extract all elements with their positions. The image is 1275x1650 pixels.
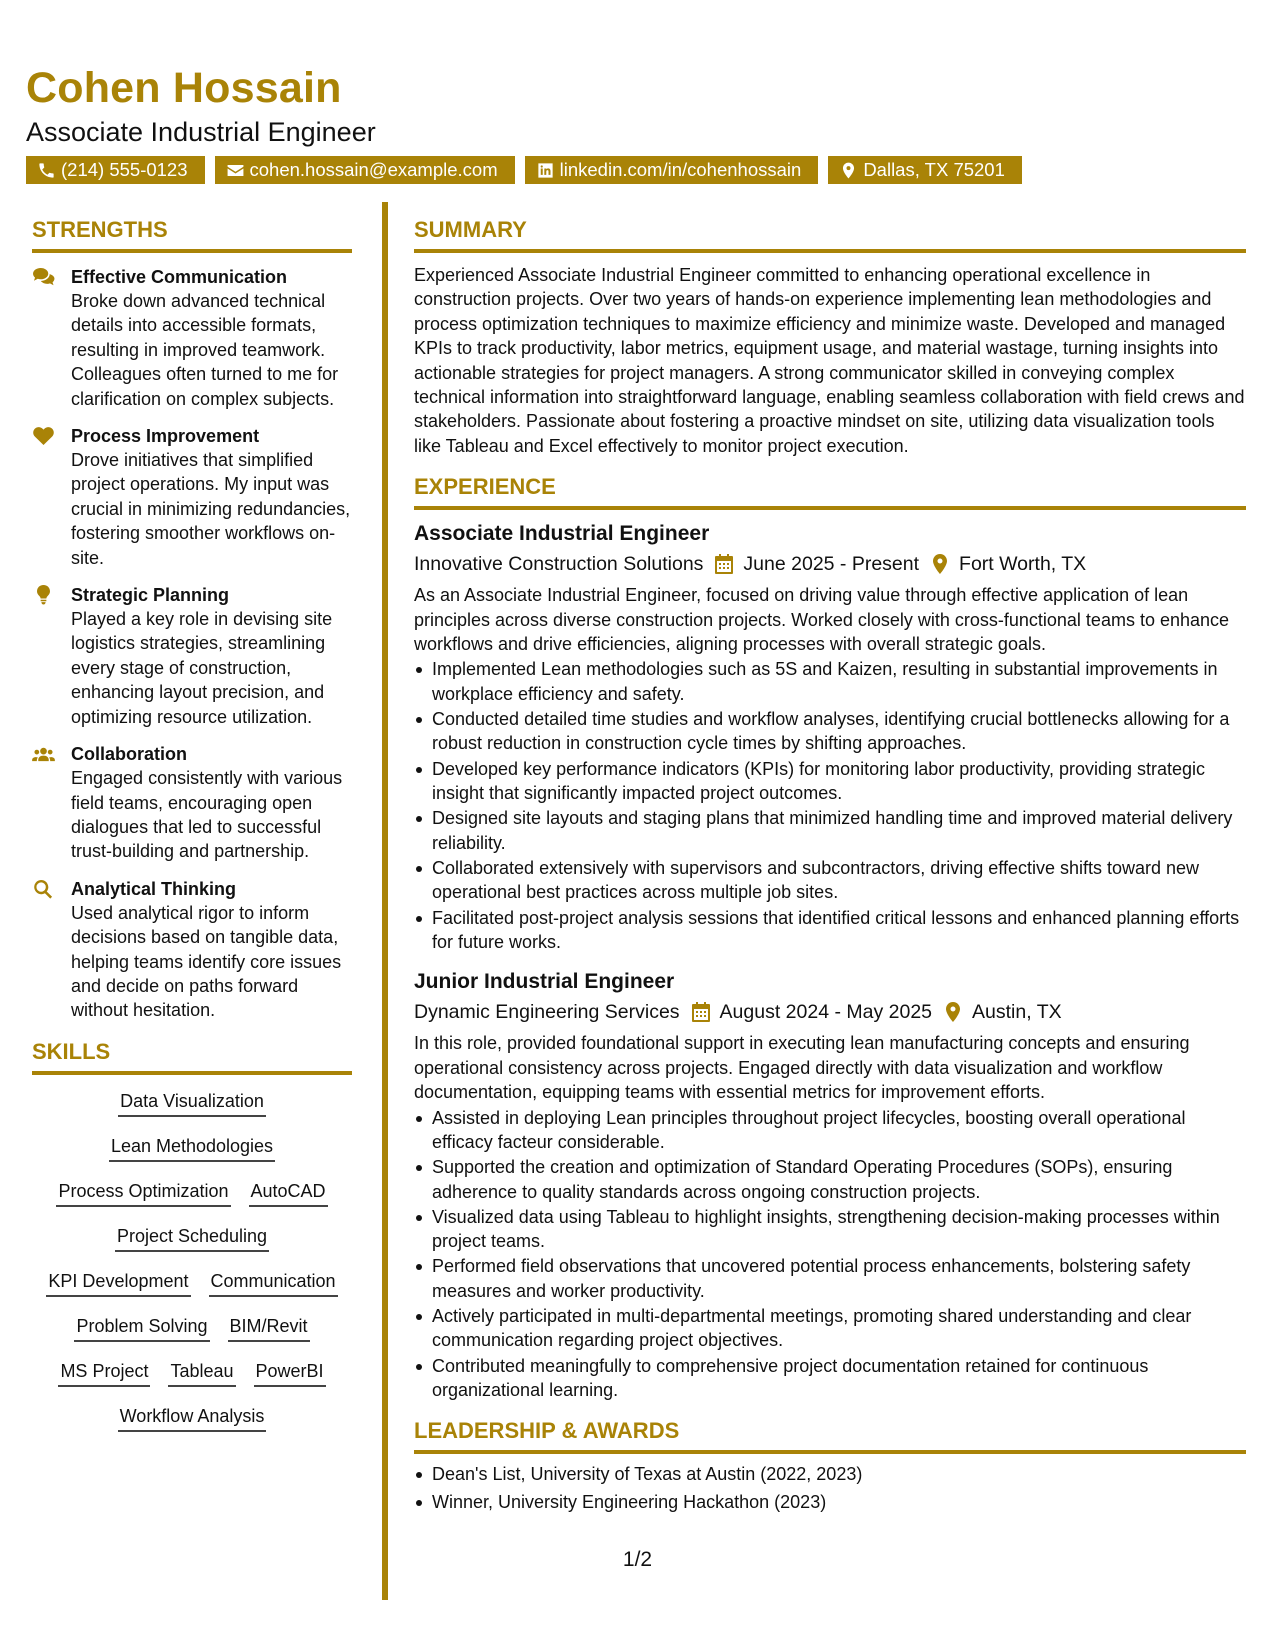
contact-linkedin[interactable] — [525, 156, 819, 184]
strength-desc: Used analytical rigor to inform decisions based on tangible data, helping teams identify core issues and decide on paths forward without hesitation. — [71, 902, 342, 1021]
job-entry — [414, 968, 1246, 1402]
skill-tag: Data Visualization — [118, 1089, 266, 1117]
job-bullets — [414, 657, 1246, 954]
job-dates: August 2024 - May 2025 — [719, 1001, 933, 1024]
skill-tag: MS Project — [58, 1359, 150, 1387]
strength-desc: Broke down advanced technical details into accessible formats, resulting in improved teamwork. Colleagues often turned to me for clarification on complex subjects. — [71, 291, 339, 409]
list-item: Designed site layouts and staging plans that minimized handling time and improved material delivery reliability. — [414, 806, 1246, 855]
list-item: Visualized data using Tableau to highlight insights, strengthening decision-making processes within project teams. — [414, 1205, 1246, 1254]
map-pin-icon — [839, 161, 858, 180]
strength-desc: Played a key role in devising site logistics strategies, streamlining every stage of construction, enhancing layout precision, and optimizing resource utilization. — [71, 609, 333, 727]
strength-name: Strategic Planning — [71, 585, 230, 606]
job-location: Austin, TX — [972, 1001, 1062, 1024]
search-icon — [32, 879, 55, 899]
skill-tag: BIM/Revit — [228, 1314, 310, 1342]
column-divider — [382, 202, 388, 1600]
job-role: Associate Industrial Engineer — [414, 522, 710, 546]
comments-icon — [32, 267, 55, 287]
skill-tag: Problem Solving — [74, 1314, 209, 1342]
contact-linkedin-text: linkedin.com/in/cohenhossain — [559, 159, 802, 180]
summary-heading: SUMMARY — [414, 215, 1246, 253]
skill-tag: PowerBI — [254, 1359, 326, 1387]
strength-name: Effective Communication — [71, 267, 288, 287]
strength-desc: Drove initiatives that simplified project operations. My input was crucial in minimizing redundancies, fostering smoother workflows on-site. — [71, 450, 351, 568]
job-company: Dynamic Engineering Services — [414, 1001, 680, 1024]
map-pin-icon — [944, 1002, 962, 1022]
job-bullets — [414, 1106, 1246, 1403]
strength-item — [32, 877, 352, 1023]
list-item: Supported the creation and optimization of Standard Operating Procedures (SOPs), ensuring adherence to quality standards across ongoing construction projects. — [414, 1155, 1246, 1204]
summary-text: Experienced Associate Industrial Engineer committed to enhancing operational excellence in construction projects. Over two years of hands-on experience implementing lean methodologies and process optimization techniques to maximize efficiency and minimize waste. Developed and managed KPIs to track productivity, labor metrics, equipment usage, and material wastage, turning insights into actionable strategies for project managers. A strong communicator skilled in conveying complex technical information into straightforward language, enabling seamless collaboration with field crews and stakeholders. Passionate about fostering a proactive mindset on site, utilizing data visualization tools like Tableau and Excel effectively to monitor project execution. — [414, 265, 1245, 456]
list-item: Contributed meaningfully to comprehensive project documentation retained for continuous organizational learning. — [414, 1354, 1246, 1403]
linkedin-icon — [536, 161, 555, 180]
experience-heading: EXPERIENCE — [414, 472, 1246, 510]
job-role: Junior Industrial Engineer — [414, 970, 675, 994]
calendar-icon — [715, 554, 733, 574]
strength-item — [32, 265, 352, 411]
contact-phone-text: (214) 555-0123 — [61, 159, 188, 180]
strength-name: Collaboration — [71, 744, 187, 765]
skill-tag: AutoCAD — [249, 1179, 328, 1207]
strength-desc: Engaged consistently with various field teams, encouraging open dialogues that led to successful trust-building and partnership. — [71, 768, 343, 862]
job-location: Fort Worth, TX — [959, 553, 1087, 576]
contact-phone[interactable] — [26, 156, 205, 184]
skills-heading: SKILLS — [32, 1037, 352, 1075]
contact-email[interactable] — [215, 156, 515, 184]
list-item: Winner, University Engineering Hackathon (2023) — [414, 1490, 1246, 1514]
experience-section — [414, 472, 1246, 1402]
strength-item — [32, 742, 352, 864]
job-description: As an Associate Industrial Engineer, focused on driving value through effective application of lean principles across diverse construction projects. Worked closely with cross-functional teams to enhance workflows and drive efficiencies, aligning processes with overall strategic goals. — [414, 585, 1230, 655]
list-item: Facilitated post-project analysis sessions that identified critical lessons and enhanced planning efforts for future works. — [414, 906, 1246, 955]
resume-header — [26, 62, 1246, 184]
phone-icon — [37, 161, 56, 180]
strength-item — [32, 424, 352, 570]
job-description: In this role, provided foundational support in executing lean manufacturing concepts and ensuring operational consistency across projects. Engaged directly with data visualization and workflow documentation, equipping teams with essential metrics for improvement efforts. — [414, 1033, 1190, 1103]
lightbulb-icon — [32, 585, 55, 605]
strength-name: Analytical Thinking — [71, 878, 237, 899]
skill-tag: Communication — [209, 1269, 338, 1297]
page-number: 1/2 — [622, 1548, 653, 1571]
right-column — [414, 215, 1246, 1517]
skills-section — [32, 1037, 352, 1432]
skill-tag: KPI Development — [46, 1269, 190, 1297]
list-item: Performed field observations that uncovered potential process enhancements, bolstering safety measures and worker productivity. — [414, 1254, 1246, 1303]
strengths-section — [32, 215, 352, 1023]
strength-name: Process Improvement — [71, 426, 260, 447]
contact-location-text: Dallas, TX 75201 — [863, 159, 1005, 180]
left-column — [32, 215, 352, 1432]
job-entry — [414, 520, 1246, 954]
skill-tag: Project Scheduling — [115, 1224, 269, 1252]
candidate-name: Cohen Hossain — [26, 64, 342, 112]
contact-bar — [26, 156, 1246, 184]
job-company: Innovative Construction Solutions — [414, 553, 704, 576]
job-dates: June 2025 - Present — [743, 553, 920, 576]
heart-icon — [32, 426, 55, 446]
strengths-heading: STRENGTHS — [32, 215, 352, 253]
summary-section — [414, 215, 1246, 458]
list-item: Developed key performance indicators (KPIs) for monitoring labor productivity, providing strategic insight that significantly impacted project outcomes. — [414, 757, 1246, 806]
list-item: Actively participated in multi-departmental meetings, promoting shared understanding and clear communication regarding project objectives. — [414, 1304, 1246, 1353]
skill-tag: Tableau — [168, 1359, 235, 1387]
skill-tag: Process Optimization — [56, 1179, 230, 1207]
leadership-list — [414, 1462, 1246, 1514]
list-item: Collaborated extensively with supervisors and subcontractors, driving effective shifts toward new operational best practices across multiple job sites. — [414, 856, 1246, 905]
list-item: Dean's List, University of Texas at Austin (2022, 2023) — [414, 1462, 1246, 1486]
strength-item — [32, 583, 352, 729]
skills-list — [32, 1089, 352, 1432]
candidate-title: Associate Industrial Engineer — [26, 117, 376, 147]
leadership-heading: LEADERSHIP & AWARDS — [414, 1416, 1246, 1454]
list-item: Conducted detailed time studies and workflow analyses, identifying crucial bottlenecks allowing for a robust reduction in construction cycle times by shifting approaches. — [414, 707, 1246, 756]
skill-tag: Lean Methodologies — [109, 1134, 275, 1162]
envelope-icon — [226, 161, 245, 180]
leadership-section — [414, 1416, 1246, 1514]
skill-tag: Workflow Analysis — [118, 1404, 267, 1432]
calendar-icon — [692, 1002, 710, 1022]
job-meta — [414, 550, 1246, 578]
list-item: Implemented Lean methodologies such as 5S and Kaizen, resulting in substantial improvements in workplace efficiency and safety. — [414, 657, 1246, 706]
list-item: Assisted in deploying Lean principles throughout project lifecycles, boosting overall operational efficacy facteur considerable. — [414, 1106, 1246, 1155]
contact-email-text: cohen.hossain@example.com — [249, 159, 498, 180]
users-icon — [32, 744, 55, 764]
contact-location — [828, 156, 1022, 184]
map-pin-icon — [931, 554, 949, 574]
job-meta — [414, 998, 1246, 1026]
